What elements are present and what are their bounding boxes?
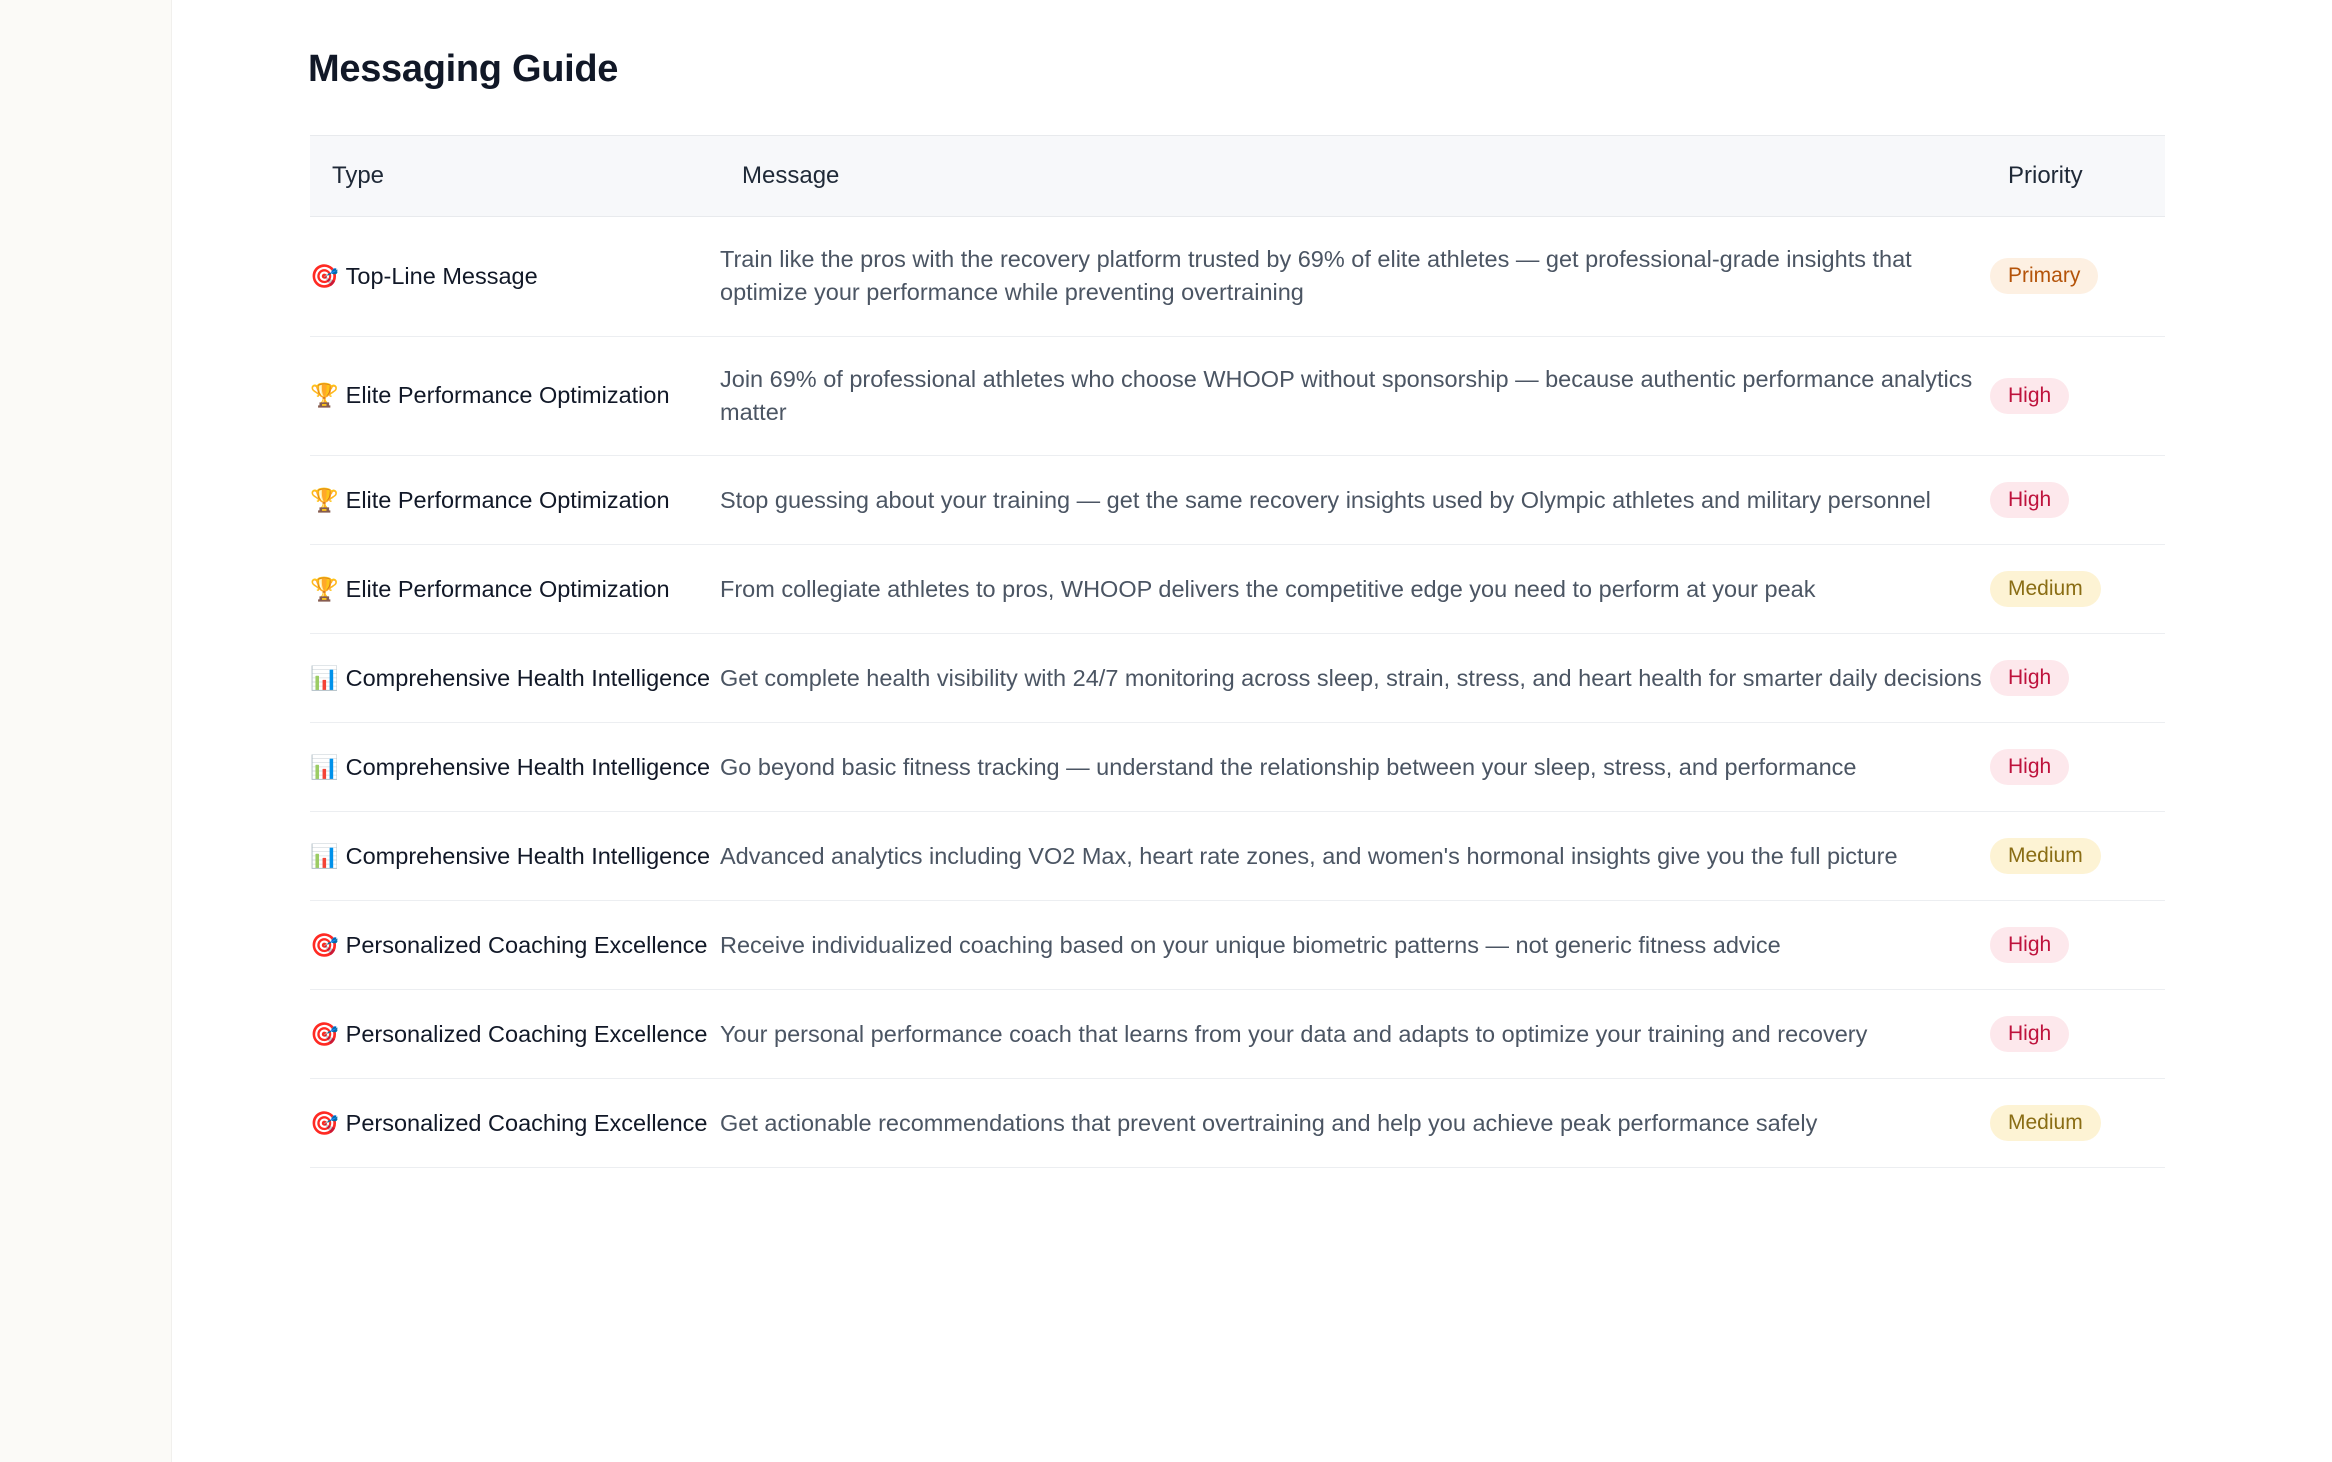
cell-type [310, 456, 720, 545]
cell-type [310, 545, 720, 634]
column-header-priority: Priority [1990, 136, 2165, 217]
target-icon: 🎯 [310, 1109, 339, 1136]
cell-message: Stop guessing about your training — get the same recovery insights used by Olympic athletes and military personnel [720, 456, 1990, 545]
table-body [310, 217, 2165, 1168]
cell-message: Train like the pros with the recovery platform trusted by 69% of elite athletes — get professional-grade insights that optimize your performance while preventing overtraining [720, 217, 1990, 337]
target-icon: 🎯 [310, 931, 339, 958]
status-badge: High [1990, 660, 2069, 696]
type-label: Personalized Coaching Excellence [345, 1109, 708, 1136]
type-label: Personalized Coaching Excellence [345, 1020, 708, 1047]
cell-priority [1990, 634, 2165, 723]
status-badge: Primary [1990, 258, 2098, 294]
table-row [310, 336, 2165, 456]
status-badge: High [1990, 378, 2069, 414]
table-header-row [310, 136, 2165, 217]
cell-type [310, 901, 720, 990]
cell-message: Advanced analytics including VO2 Max, heart rate zones, and women's hormonal insights give you the full picture [720, 812, 1990, 901]
cell-message: Receive individualized coaching based on your unique biometric patterns — not generic fitness advice [720, 901, 1990, 990]
type-label: Comprehensive Health Intelligence [345, 842, 711, 869]
status-badge: Medium [1990, 571, 2101, 607]
status-badge: Medium [1990, 838, 2101, 874]
table-row [310, 217, 2165, 337]
table-row [310, 456, 2165, 545]
cell-priority [1990, 723, 2165, 812]
table-row [310, 545, 2165, 634]
cell-message: Your personal performance coach that learns from your data and adapts to optimize your training and recovery [720, 990, 1990, 1079]
trophy-icon: 🏆 [310, 382, 339, 409]
cell-priority [1990, 217, 2165, 337]
cell-type [310, 217, 720, 337]
table-row [310, 723, 2165, 812]
cell-message: Go beyond basic fitness tracking — understand the relationship between your sleep, stress, and performance [720, 723, 1990, 812]
messaging-guide-table [310, 135, 2165, 1168]
cell-type [310, 336, 720, 456]
cell-type [310, 812, 720, 901]
type-label: Personalized Coaching Excellence [345, 931, 708, 958]
table-row [310, 990, 2165, 1079]
status-badge: High [1990, 482, 2069, 518]
cell-type [310, 723, 720, 812]
table-row [310, 812, 2165, 901]
cell-message: Get actionable recommendations that prevent overtraining and help you achieve peak performance safely [720, 1079, 1990, 1168]
cell-priority [1990, 990, 2165, 1079]
cell-priority [1990, 456, 2165, 545]
type-label: Elite Performance Optimization [345, 575, 670, 602]
cell-message: Join 69% of professional athletes who choose WHOOP without sponsorship — because authentic performance analytics matter [720, 336, 1990, 456]
cell-priority [1990, 1079, 2165, 1168]
target-icon: 🎯 [310, 262, 339, 289]
table-row [310, 1079, 2165, 1168]
cell-priority [1990, 812, 2165, 901]
bar-chart-icon: 📊 [310, 842, 339, 869]
cell-type [310, 990, 720, 1079]
cell-message: From collegiate athletes to pros, WHOOP delivers the competitive edge you need to perform at your peak [720, 545, 1990, 634]
target-icon: 🎯 [310, 1020, 339, 1047]
cell-message: Get complete health visibility with 24/7 monitoring across sleep, strain, stress, and heart health for smarter daily decisions [720, 634, 1990, 723]
table-header [310, 136, 2165, 217]
cell-priority [1990, 901, 2165, 990]
bar-chart-icon: 📊 [310, 664, 339, 691]
trophy-icon: 🏆 [310, 486, 339, 513]
type-label: Top-Line Message [345, 262, 538, 289]
messaging-guide-table-wrapper [310, 135, 2165, 1168]
status-badge: High [1990, 749, 2069, 785]
type-label: Comprehensive Health Intelligence [345, 664, 711, 691]
type-label: Elite Performance Optimization [345, 382, 670, 409]
status-badge: Medium [1990, 1105, 2101, 1141]
status-badge: High [1990, 1016, 2069, 1052]
type-label: Comprehensive Health Intelligence [345, 753, 711, 780]
bar-chart-icon: 📊 [310, 753, 339, 780]
cell-priority [1990, 545, 2165, 634]
trophy-icon: 🏆 [310, 575, 339, 602]
status-badge: High [1990, 927, 2069, 963]
column-header-type: Type [310, 136, 720, 217]
cell-priority [1990, 336, 2165, 456]
cell-type [310, 634, 720, 723]
document-content [172, 48, 2332, 1168]
type-label: Elite Performance Optimization [345, 486, 670, 513]
cell-type [310, 1079, 720, 1168]
table-row [310, 901, 2165, 990]
document-page [172, 0, 2332, 1462]
table-row [310, 634, 2165, 723]
column-header-message: Message [720, 136, 1990, 217]
page-title: Messaging Guide [308, 48, 619, 90]
